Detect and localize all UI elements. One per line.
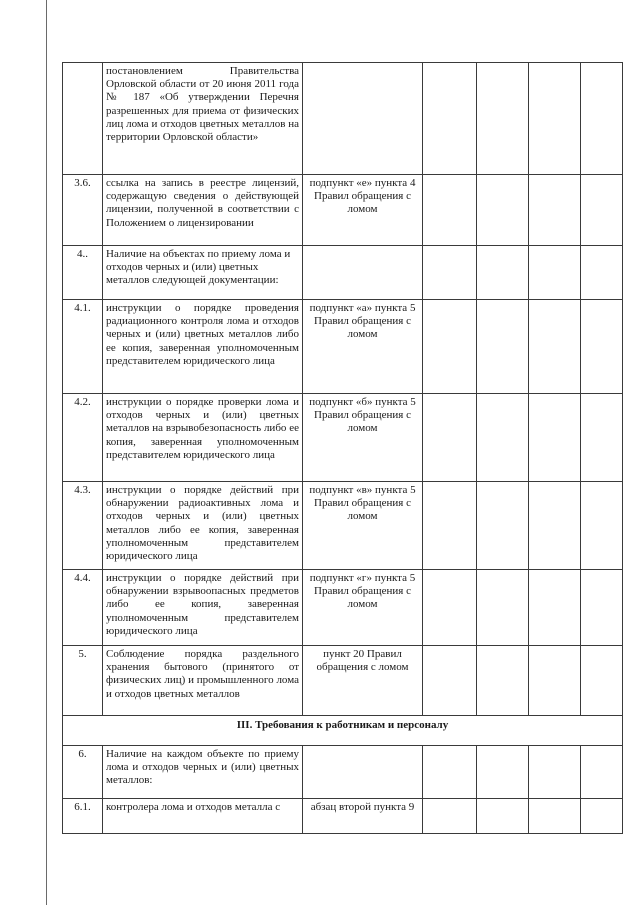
table-row (63, 175, 623, 246)
answer-cell (477, 799, 529, 834)
answer-cell (529, 482, 581, 570)
answer-cell (423, 482, 477, 570)
item-number: 4.1. (63, 300, 103, 394)
legal-reference: подпункт «е» пункта 4 Правил обращения с ломом (303, 175, 423, 246)
answer-cell (581, 799, 623, 834)
item-number: 4.3. (63, 482, 103, 570)
table-row (63, 246, 623, 300)
binding-margin-line (46, 0, 47, 905)
legal-reference: пункт 20 Правил обращения с ломом (303, 646, 423, 716)
answer-cell (477, 63, 529, 175)
section-row (63, 716, 623, 746)
answer-cell (581, 175, 623, 246)
answer-cell (477, 246, 529, 300)
legal-reference: подпункт «в» пункта 5 Правил обращения с ломом (303, 482, 423, 570)
requirement-text: Наличие на каждом объекте по приему лома и отходов черных и (или) цветных металлов: (103, 746, 303, 799)
checklist-table (62, 62, 623, 834)
table-row (63, 394, 623, 482)
table-row (63, 646, 623, 716)
answer-cell (581, 646, 623, 716)
answer-cell (529, 300, 581, 394)
answer-cell (529, 394, 581, 482)
requirement-text: ссылка на запись в реестре лицензий, содержащую сведения о действующей лицензии, полученной в соответствии с Положением о лицензировании (103, 175, 303, 246)
answer-cell (423, 746, 477, 799)
legal-reference: подпункт «г» пункта 5 Правил обращения с ломом (303, 570, 423, 646)
answer-cell (477, 646, 529, 716)
requirement-text: инструкции о порядке действий при обнаружении взрывоопасных предметов либо ее копия, заверенная уполномоченным представителем юридического лица (103, 570, 303, 646)
answer-cell (423, 175, 477, 246)
answer-cell (529, 246, 581, 300)
legal-reference: подпункт «а» пункта 5 Правил обращения с ломом (303, 300, 423, 394)
answer-cell (477, 175, 529, 246)
item-number: 4.2. (63, 394, 103, 482)
item-number: 6. (63, 746, 103, 799)
answer-cell (581, 300, 623, 394)
answer-cell (581, 246, 623, 300)
requirement-text: Соблюдение порядка раздельного хранения бытового (принятого от физических лиц) и промышленного лома и отходов цветных металлов (103, 646, 303, 716)
legal-reference: абзац второй пункта 9 (303, 799, 423, 834)
requirement-text: контролера лома и отходов металла с (103, 799, 303, 834)
answer-cell (423, 63, 477, 175)
table-row (63, 63, 623, 175)
answer-cell (423, 300, 477, 394)
item-number: 3.6. (63, 175, 103, 246)
legal-reference (303, 246, 423, 300)
answer-cell (423, 646, 477, 716)
answer-cell (477, 300, 529, 394)
answer-cell (581, 570, 623, 646)
item-number (63, 63, 103, 175)
legal-reference (303, 63, 423, 175)
table-row (63, 300, 623, 394)
answer-cell (529, 570, 581, 646)
table-row (63, 799, 623, 834)
answer-cell (529, 175, 581, 246)
answer-cell (477, 746, 529, 799)
table-row (63, 746, 623, 799)
item-number: 4.4. (63, 570, 103, 646)
answer-cell (529, 799, 581, 834)
answer-cell (477, 482, 529, 570)
item-number: 6.1. (63, 799, 103, 834)
legal-reference: подпункт «б» пункта 5 Правил обращения с ломом (303, 394, 423, 482)
answer-cell (477, 570, 529, 646)
requirement-text: инструкции о порядке действий при обнаружении радиоактивных лома и отходов черных и (или) цветных металлов либо ее копия, заверенная уполномоченным представителем юридического лица (103, 482, 303, 570)
answer-cell (423, 570, 477, 646)
section-heading: III. Требования к работникам и персоналу (63, 716, 623, 746)
answer-cell (423, 246, 477, 300)
answer-cell (423, 394, 477, 482)
answer-cell (581, 746, 623, 799)
answer-cell (529, 646, 581, 716)
requirement-text: Наличие на объектах по приему лома и отходов черных и (или) цветных металлов следующей документации: (103, 246, 303, 300)
requirement-text: постановлением Правительства Орловской области от 20 июня 2011 года № 187 «Об утверждении Перечня разрешенных для приема от физических лиц лома и отходов цветных металлов на территории Орловской области» (103, 63, 303, 175)
legal-reference (303, 746, 423, 799)
answer-cell (529, 63, 581, 175)
answer-cell (581, 394, 623, 482)
table-row (63, 570, 623, 646)
table-row (63, 482, 623, 570)
answer-cell (581, 482, 623, 570)
requirement-text: инструкции о порядке проведения радиационного контроля лома и отходов черных и (или) цветных металлов либо ее копия, заверенная уполномоченным представителем юридического лица (103, 300, 303, 394)
answer-cell (529, 746, 581, 799)
answer-cell (423, 799, 477, 834)
item-number: 4.. (63, 246, 103, 300)
item-number: 5. (63, 646, 103, 716)
answer-cell (581, 63, 623, 175)
requirement-text: инструкции о порядке проверки лома и отходов черных и (или) цветных металлов на взрывобезопасность либо ее копия, заверенная уполномоченным представителем юридического лица (103, 394, 303, 482)
answer-cell (477, 394, 529, 482)
